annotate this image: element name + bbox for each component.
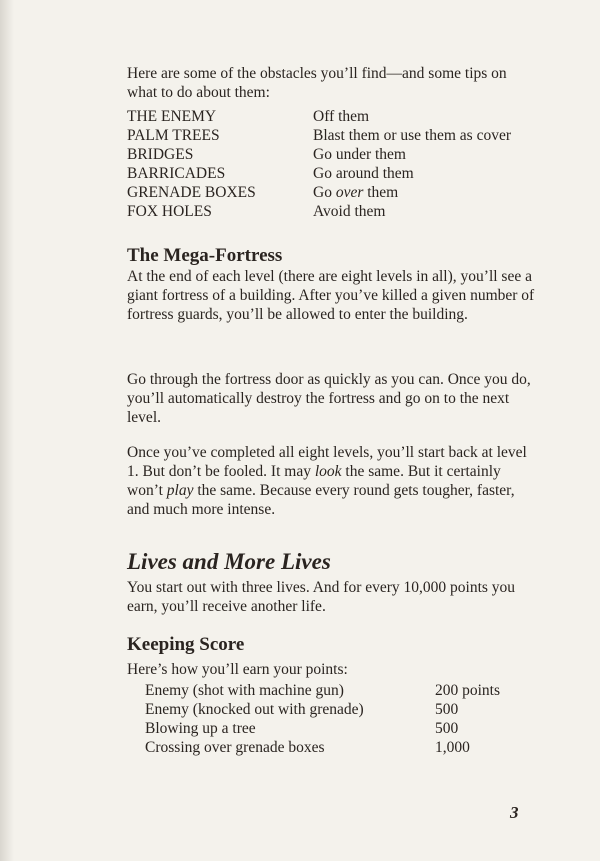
section-heading-fortress: The Mega-Fortress <box>127 245 283 266</box>
obstacle-row <box>127 203 511 222</box>
lives-paragraph: You start out with three lives. And for every 10,000 points you earn, you’ll receive another life. <box>127 579 516 615</box>
obstacle-name: PALM TREES <box>127 127 220 144</box>
score-points: 1,000 <box>435 739 470 756</box>
obstacle-row <box>127 165 511 184</box>
obstacle-name: GRENADE BOXES <box>127 184 256 201</box>
tip-text: them <box>363 184 399 201</box>
paragraph-emphasis: play <box>166 482 194 499</box>
obstacle-tip: Avoid them <box>313 203 386 220</box>
section-heading-score: Keeping Score <box>127 634 245 655</box>
obstacle-name: FOX HOLES <box>127 203 212 220</box>
score-row <box>145 701 500 720</box>
fortress-paragraph-3 <box>127 443 537 519</box>
score-row <box>145 720 500 739</box>
score-table <box>145 682 500 758</box>
paragraph-text: the same. But it certainly won’t <box>127 463 501 499</box>
obstacle-tip <box>313 184 511 203</box>
obstacle-name: BARRICADES <box>127 165 226 182</box>
score-action: Enemy (knocked out with grenade) <box>145 701 364 718</box>
fortress-paragraph-1: At the end of each level (there are eight levels in all), you’ll see a giant fortress of a building. After you’ve killed a given number of fortress guards, you’ll be allowed to enter the building. <box>127 268 535 323</box>
obstacle-tip: Off them <box>313 108 370 125</box>
obstacle-name: BRIDGES <box>127 146 194 163</box>
obstacle-tip: Blast them or use them as cover <box>313 127 512 144</box>
paragraph-text: the same. Because every round gets tougher, faster, and much more intense. <box>127 482 515 518</box>
obstacle-tip: Go under them <box>313 146 406 163</box>
score-points: 500 <box>435 701 459 718</box>
paragraph-text: Once you’ve completed all eight levels, you’ll start back at level 1. But don’t be fooled. It may <box>127 444 527 480</box>
obstacles-table <box>127 108 511 222</box>
paragraph-emphasis: look <box>314 463 342 480</box>
score-action: Enemy (shot with machine gun) <box>145 682 344 699</box>
obstacle-name: THE ENEMY <box>127 108 217 125</box>
tip-emphasis: over <box>335 184 364 201</box>
score-action: Crossing over grenade boxes <box>145 739 325 756</box>
page-number: 3 <box>510 803 519 822</box>
score-row <box>145 739 500 758</box>
tip-text: Go <box>313 184 332 201</box>
obstacle-row <box>127 108 511 127</box>
page-edge-shadow <box>0 0 14 861</box>
score-intro: Here’s how you’ll earn your points: <box>127 661 348 678</box>
fortress-paragraph-2: Go through the fortress door as quickly as you can. Once you do, you’ll automatically destroy the fortress and go on to the next level. <box>127 371 531 426</box>
score-points: 200 points <box>435 682 501 699</box>
obstacle-tip: Go around them <box>313 165 414 182</box>
obstacle-row <box>127 127 511 146</box>
score-action: Blowing up a tree <box>145 720 256 737</box>
obstacle-row <box>127 184 511 203</box>
section-heading-lives: Lives and More Lives <box>127 549 331 574</box>
obstacle-row <box>127 146 511 165</box>
obstacles-intro: Here are some of the obstacles you’ll find—and some tips on what to do about them: <box>127 65 507 101</box>
score-points: 500 <box>435 720 459 737</box>
score-row <box>145 682 500 701</box>
